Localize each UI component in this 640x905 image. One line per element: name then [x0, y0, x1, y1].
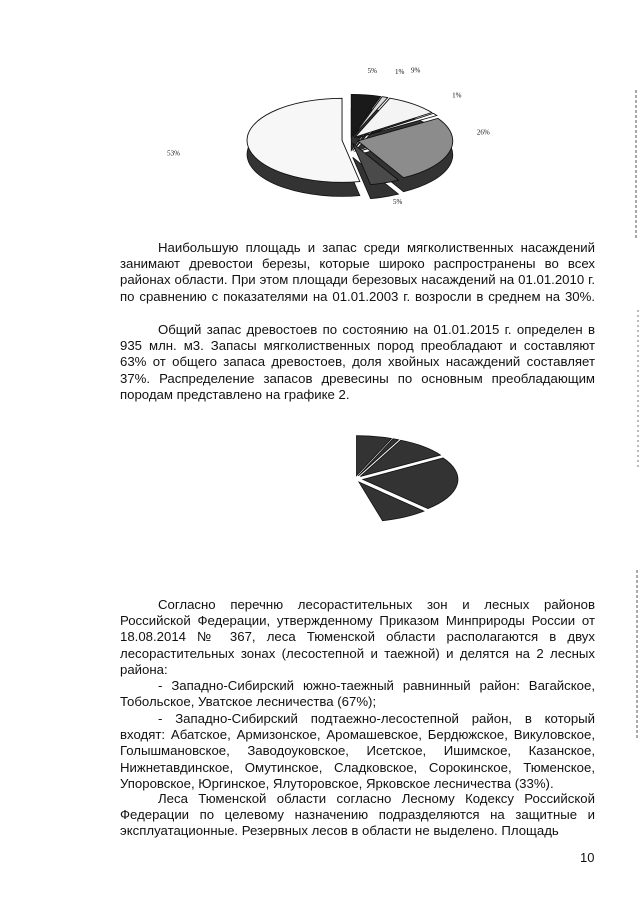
pie-chart-1: [0, 50, 640, 235]
paragraph-1: Наибольшую площадь и запас среди мягколиственных насаждений занимают древостои березы, которые широко распространены во всех районах области. При этом площади березовых насаждений на 01.01.2010 г. по сравнению с показателями на 01.01.2003 г. возросли в среднем на 30%.: [120, 240, 595, 304]
data-label-осина: 5%: [392, 198, 403, 207]
data-label-пихта: 1%: [394, 67, 405, 76]
scan-edge-marks: [634, 50, 640, 750]
paragraph-4: - Западно-Сибирский южно-таежный равнинный район: Вагайское, Тобольское, Уватское лесничества (67%);: [120, 678, 595, 710]
paragraph-2: Общий запас древостоев по состоянию на 01.01.2015 г. определен в 935 млн. м3. Запасы мягколиственных пород преобладают и составляют 63% от общего запаса древостоев, доля хвойных насаждений составляет 37%. Распределение запасов древесины по основным преобладающим породам представлено на графике 2.: [120, 322, 595, 402]
data-label-береза: 26%: [476, 128, 490, 137]
data-label-другие: 53%: [167, 149, 180, 158]
page-number: 10: [580, 850, 595, 865]
paragraph-5: - Западно-Сибирский подтаежно-лесостепной район, в который входят: Абатское, Армизонское, Аромашевское, Бердюжское, Викуловское, Голышмановское, Заводоуковское, Исетское, Ишимское, Казанское, Нижнетавдинское, Омутинское, Сладковское, Сорокинское, Тюменское, Упоровское, Юргинское, Ялуторовское, Ярковское лесничества (33%).: [120, 711, 595, 791]
data-label-кедр: 1%: [452, 91, 462, 100]
data-label-ель: 5%: [367, 67, 377, 76]
paragraph-3: Согласно перечню лесорастительных зон и лесных районов Российской Федерации, утвержденному Приказом Минприроды России от 18.08.2014 № 367, леса Тюменской области располагаются в двух лесорастительных зонах (лесостепной и таежной) и делятся на 2 лесных района:: [120, 597, 595, 677]
pie-chart-2: [0, 405, 640, 580]
data-label-сосна: 9%: [411, 66, 421, 75]
paragraph-6: Леса Тюменской области согласно Лесному Кодексу Российской Федерации по целевому назначению подразделяются на защитные и эксплуатационные. Резервных лесов в области не выделено. Площадь: [120, 791, 595, 839]
